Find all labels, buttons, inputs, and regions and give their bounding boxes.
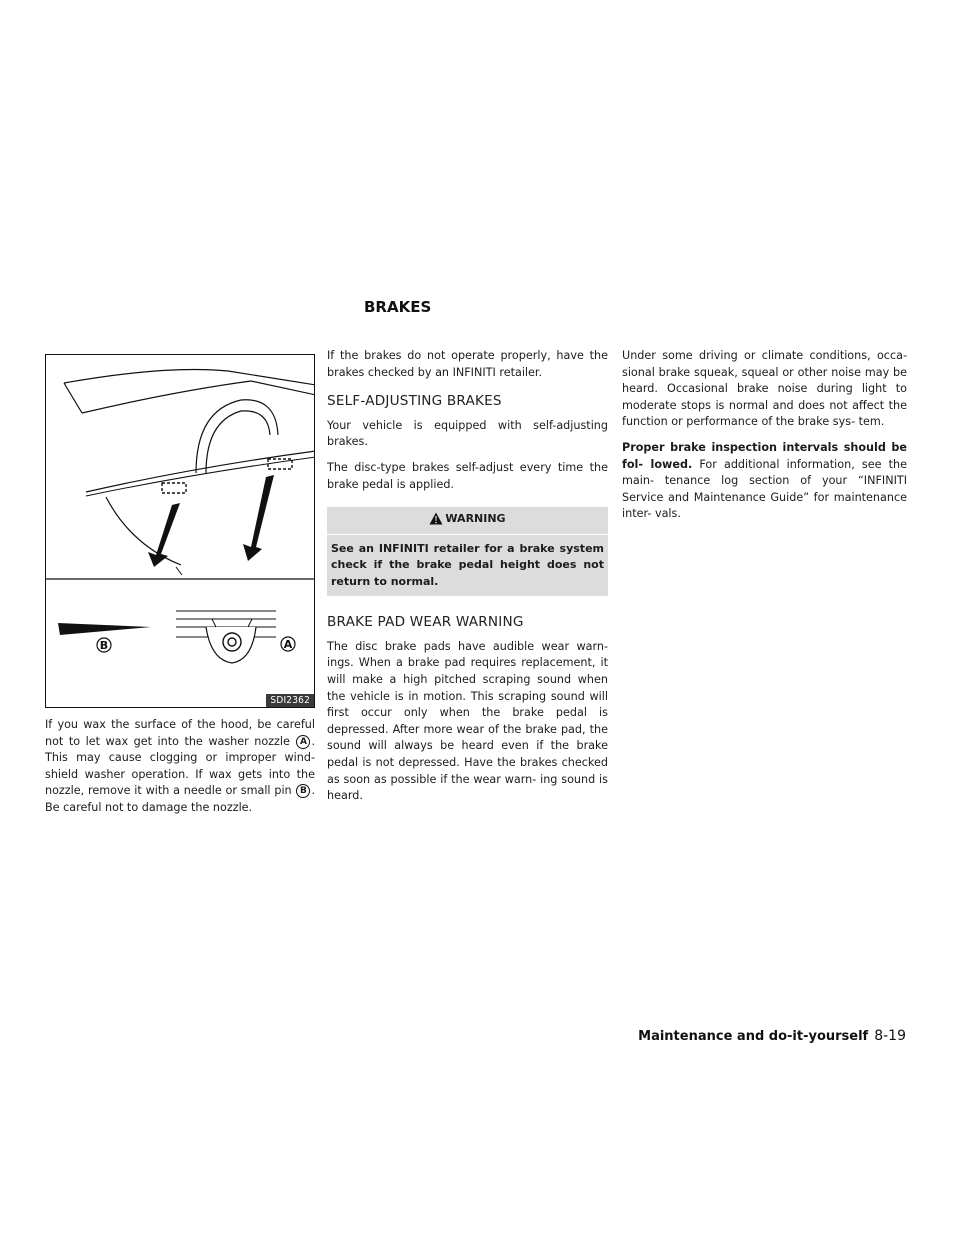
equipped-paragraph: Your vehicle is equipped with self-adjusting brakes. bbox=[327, 418, 608, 449]
page-footer bbox=[580, 1028, 906, 1044]
noise-paragraph: Under some driving or climate conditions, occa- sional brake squeak, squeal or other noise may be heard. Occasional brake noise during light to moderate stops is normal and does not affect the function or performance of the brake sys- tem. bbox=[622, 349, 907, 429]
pad-wear-paragraph: The disc brake pads have audible wear warn- ings. When a brake pad requires replacement, it will make a high pitched scraping sound when the vehicle is in motion. This scraping sound will first occur only when the brake pedal is depressed. After more wear of the brake pad, the sound will always be heard even if the brake pedal is not depressed. Have the brakes checked as soon as possible if the wear warn- ing sound is heard. bbox=[327, 639, 608, 803]
washer-nozzle-figure bbox=[45, 354, 315, 708]
figure-code: SDI2362 bbox=[266, 694, 314, 707]
heading-self-adjusting: SELF-ADJUSTING BRAKES bbox=[327, 393, 502, 410]
warning-text: See an INFINITI retailer for a brake system check if the brake pedal height does not return to normal. bbox=[331, 541, 604, 588]
warning-title: WARNING bbox=[445, 512, 506, 526]
heading-pad-wear: BRAKE PAD WEAR WARNING bbox=[327, 614, 524, 631]
inspection-paragraph bbox=[622, 440, 907, 523]
warning-icon bbox=[429, 512, 443, 525]
callout-a-label: A bbox=[283, 638, 293, 651]
right-column bbox=[622, 348, 907, 532]
chapter-title: Maintenance and do-it-yourself bbox=[638, 1029, 869, 1044]
warning-box bbox=[327, 507, 608, 596]
page-number: 8-19 bbox=[874, 1028, 906, 1044]
callout-b-inline: B bbox=[296, 784, 310, 798]
callout-b-label: B bbox=[99, 639, 109, 652]
wax-paragraph bbox=[45, 717, 315, 817]
inspection-lead: Proper brake inspection intervals should be fol- lowed. bbox=[622, 440, 907, 471]
warning-header bbox=[327, 507, 608, 535]
wax-text-2: . This may cause clogging or improper wind- shield washer operation. If wax gets into the nozzle, remove it with a needle or small pin bbox=[45, 734, 315, 798]
left-column bbox=[45, 717, 315, 826]
wax-text-3: . Be careful not to damage the nozzle. bbox=[45, 784, 315, 814]
section-title: BRAKES bbox=[364, 298, 432, 316]
intro-paragraph: If the brakes do not operate properly, have the brakes checked by an INFINITI retailer. bbox=[327, 349, 608, 379]
middle-column bbox=[327, 348, 608, 814]
wax-text-1: If you wax the surface of the hood, be careful not to let wax get into the washer nozzle bbox=[45, 718, 315, 748]
hood-illustration bbox=[46, 355, 315, 708]
disc-paragraph: The disc-type brakes self-adjust every time the brake pedal is applied. bbox=[327, 460, 608, 491]
inspection-rest: For additional information, see the main- tenance log section of your “INFINITI Service and Maintenance Guide” for maintenance inter- vals. bbox=[622, 457, 907, 521]
callout-a-inline: A bbox=[296, 735, 310, 749]
